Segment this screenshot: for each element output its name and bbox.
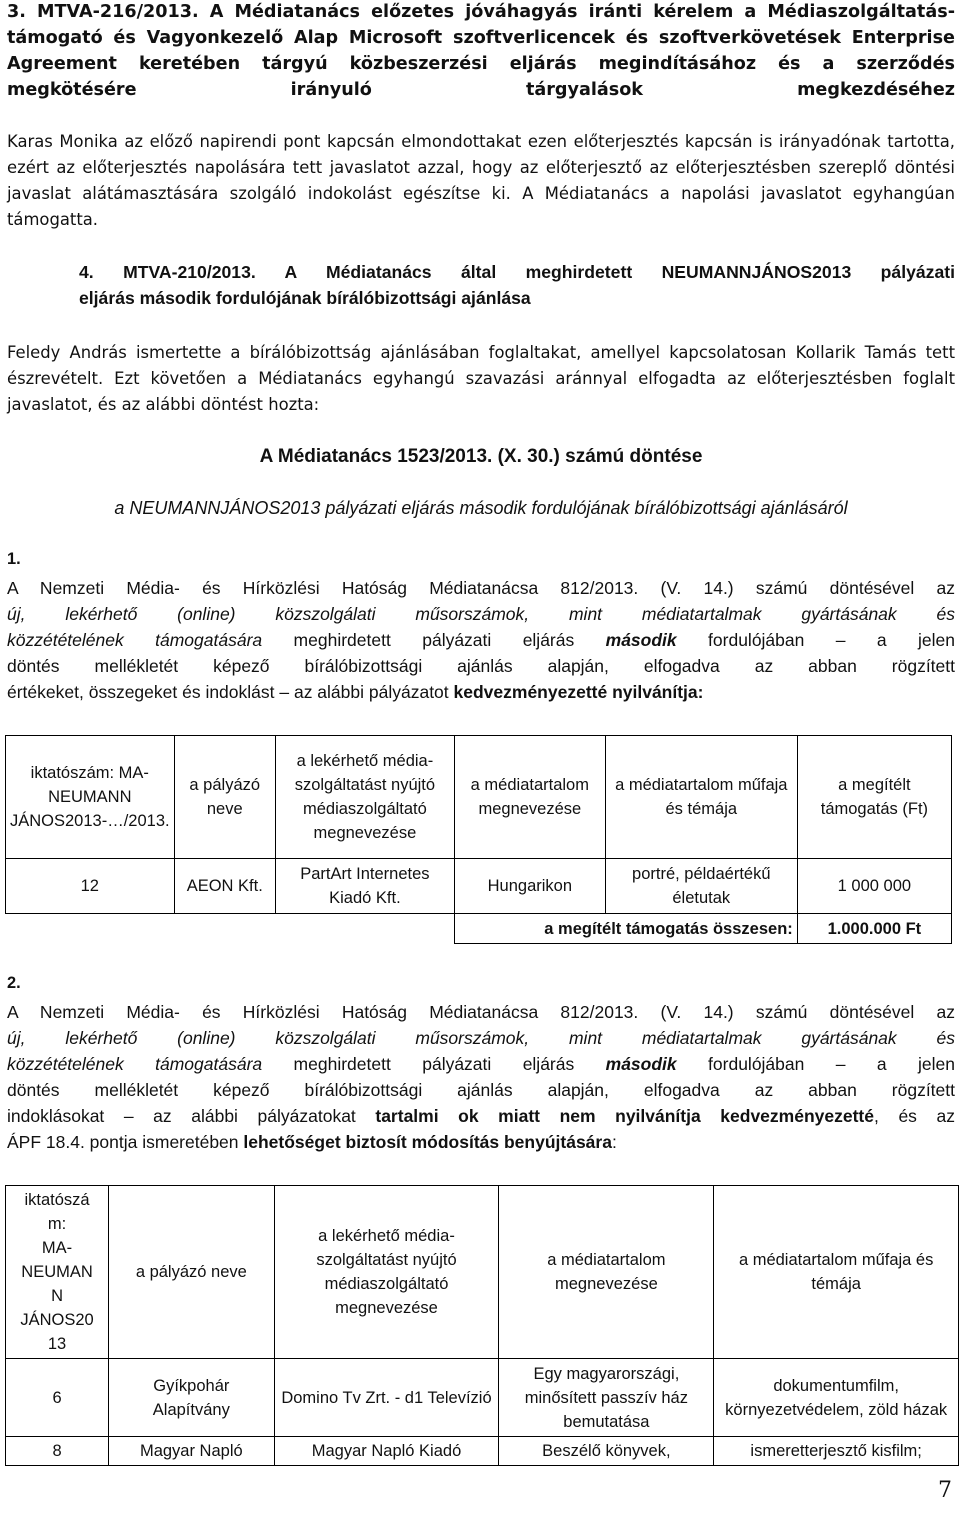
table2-cell-genre: dokumentumfilm, környezetvédelem, zöld házak xyxy=(714,1359,959,1437)
point1-line3-bold: második xyxy=(605,630,677,650)
point2-line3-end: fordulójában – a jelen xyxy=(676,1054,955,1074)
table1-total-label: a megítélt támogatás összesen: xyxy=(454,914,797,944)
point2-line6-bold: lehetőséget biztosít módosítás benyújtására xyxy=(243,1132,612,1152)
item3-body: Karas Monika az előző napirendi pont kapcsán elmondottakat ezen előterjesztés kapcsán is irányadónak tartotta, ezért az előterjesztés napolására tett javaslatot azzal, hogy az előterjesztő az előterjesztésben szereplő döntési javaslat alátámasztására szolgáló indokolást egészítse ki. A Médiatanács a napolási javaslatot egyhangúan támogatta. xyxy=(7,132,955,229)
table1 xyxy=(5,735,952,944)
item4-body: Feledy András ismertette a bírálóbizottság ajánlásában foglaltakat, amellyel kapcsolatosan Kollarik Tamás tett észrevételt. Ezt követően a Médiatanács egyhangú szavazási aránnyal elfogadta az előterjesztésben foglalt javaslatot, és az alábbi döntést hozta: xyxy=(7,343,955,414)
point2-line5 xyxy=(7,1103,955,1129)
point2-line3 xyxy=(7,1051,955,1077)
point1-line3-end: fordulójában – a jelen xyxy=(676,630,955,650)
table1-cell-content: Hungarikon xyxy=(454,859,605,914)
table2-cell-provider: Magyar Napló Kiadó xyxy=(274,1437,499,1466)
table2-cell-content: Egy magyarországi, minősített passzív ház bemutatása xyxy=(499,1359,714,1437)
table2-header-0-line: JÁNOS20 xyxy=(20,1311,94,1329)
table2-header-0-line: 13 xyxy=(47,1335,67,1353)
table2-cell-content: Beszélő könyvek, xyxy=(499,1437,714,1466)
point2-line6-end: : xyxy=(611,1132,617,1152)
point1-number: 1. xyxy=(7,550,21,568)
point2-line2: új, lekérhető (online) közszolgálati műsorszámok, mint médiatartalmak gyártásának és xyxy=(7,1028,955,1048)
point2-line6-plain: ÁPF 18.4. pontja ismeretében xyxy=(7,1132,244,1152)
table1-header-4: a médiatartalom műfaja és témája xyxy=(605,736,797,859)
table1-header-3: a médiatartalom megnevezése xyxy=(454,736,605,859)
table1-cell-provider: PartArt Internetes Kiadó Kft. xyxy=(275,859,454,914)
table2-cell-genre: ismeretterjesztő kisfilm; xyxy=(714,1437,959,1466)
point1-line5 xyxy=(7,679,955,705)
table2-header-0-line: m: xyxy=(47,1215,67,1233)
table1-cell-applicant: AEON Kft. xyxy=(174,859,275,914)
table2-header-0-line: MA- xyxy=(41,1239,73,1257)
table1-header-0: iktatószám: MA-NEUMANN JÁNOS2013-…/2013. xyxy=(6,736,175,859)
table1-cell-amount: 1 000 000 xyxy=(797,859,951,914)
table2-cell-applicant: Gyíkpohár Alapítvány xyxy=(109,1359,274,1437)
point1-line5-plain: értékeket, összegeket és indoklást – az alábbi pályázatot xyxy=(7,682,454,702)
table2-header-row xyxy=(6,1186,959,1359)
item3-heading: 3. MTVA-216/2013. A Médiatanács előzetes jóváhagyás iránti kérelem a Médiaszolgáltatás-támogató és Vagyonkezelő Alap Microsoft szoftverlicencek és szoftverkövetések Enterprise Agreement keretében tárgyú közbeszerzési eljárás megindításához és a szerződés megkötésére irányuló tárgyalások megkezdéséhez xyxy=(7,2,955,100)
table1-total-spacer xyxy=(6,914,455,944)
point1-line1: A Nemzeti Média- és Hírközlési Hatóság Médiatanácsa 812/2013. (V. 14.) számú döntésével az xyxy=(7,578,955,598)
table1-total-value: 1.000.000 Ft xyxy=(797,914,951,944)
table2-cell-number: 8 xyxy=(6,1437,109,1466)
point2-line6 xyxy=(7,1129,955,1155)
point1-line3-italic: közzétételének támogatására xyxy=(7,630,263,650)
table1-cell-number: 12 xyxy=(6,859,175,914)
table1-total-row xyxy=(6,914,952,944)
point2-line1: A Nemzeti Média- és Hírközlési Hatóság Médiatanácsa 812/2013. (V. 14.) számú döntésével az xyxy=(7,1002,955,1022)
table2-header-0-line: N xyxy=(51,1287,63,1305)
point2-line5-end: , és az xyxy=(874,1106,955,1126)
table2-header-0-line: NEUMAN xyxy=(21,1263,93,1281)
table2 xyxy=(5,1185,959,1466)
point2-line4: döntés mellékletét képező bírálóbizottsági ajánlás alapján, elfogadva az abban rögzített xyxy=(7,1080,955,1100)
table1-header-row xyxy=(6,736,952,859)
point2-line5-plain: indoklásokat – az alábbi pályázatokat xyxy=(7,1106,376,1126)
point1-line2: új, lekérhető (online) közszolgálati műsorszámok, mint médiatartalmak gyártásának és xyxy=(7,604,955,624)
table2-header-3: a médiatartalom megnevezése xyxy=(499,1186,714,1359)
table2-cell-provider: Domino Tv Zrt. - d1 Televízió xyxy=(274,1359,499,1437)
point2-number: 2. xyxy=(7,974,21,992)
table2-cell-number: 6 xyxy=(6,1359,109,1437)
table2-header-1: a pályázó neve xyxy=(109,1186,274,1359)
point2-line3-plain: meghirdetett pályázati eljárás xyxy=(262,1054,606,1074)
item4-heading-line1: 4. MTVA-210/2013. A Médiatanács által meghirdetett NEUMANNJÁNOS2013 pályázati xyxy=(79,262,955,282)
table2-header-2: a lekérhető média-szolgáltatást nyújtó médiaszolgáltató megnevezése xyxy=(274,1186,499,1359)
table2-cell-applicant: Magyar Napló xyxy=(109,1437,274,1466)
point2-line3-italic: közzétételének támogatására xyxy=(7,1054,263,1074)
point2-line3-bold: második xyxy=(605,1054,677,1074)
point2-line5-bold: tartalmi ok miatt nem nyilvánítja kedvezményezetté xyxy=(375,1106,874,1126)
table2-header-0 xyxy=(6,1186,109,1359)
table1-header-1: a pályázó neve xyxy=(174,736,275,859)
point1-line3 xyxy=(7,627,955,653)
table2-header-4: a médiatartalom műfaja és témája xyxy=(714,1186,959,1359)
point1-line5-bold: kedvezményezetté nyilvánítja: xyxy=(453,682,704,702)
table2-header-0-line: iktatószá xyxy=(24,1191,90,1209)
item4-heading-line2: eljárás második fordulójának bírálóbizottsági ajánlása xyxy=(79,288,531,308)
point1-line4: döntés mellékletét képező bírálóbizottsági ajánlás alapján, elfogadva az abban rögzített xyxy=(7,656,955,676)
table1-header-2: a lekérhető média-szolgáltatást nyújtó médiaszolgáltató megnevezése xyxy=(275,736,454,859)
table2-row xyxy=(6,1437,959,1466)
decision-subtitle: a NEUMANNJÁNOS2013 pályázati eljárás második fordulójának bírálóbizottsági ajánlásáról xyxy=(114,498,848,518)
table1-row xyxy=(6,859,952,914)
point1-line3-plain: meghirdetett pályázati eljárás xyxy=(262,630,606,650)
decision-title: A Médiatanács 1523/2013. (X. 30.) számú döntése xyxy=(259,446,703,467)
page-number: 7 xyxy=(938,1478,952,1503)
table1-header-5: a megítélt támogatás (Ft) xyxy=(797,736,951,859)
table1-cell-genre: portré, példaértékű életutak xyxy=(605,859,797,914)
table2-row xyxy=(6,1359,959,1437)
